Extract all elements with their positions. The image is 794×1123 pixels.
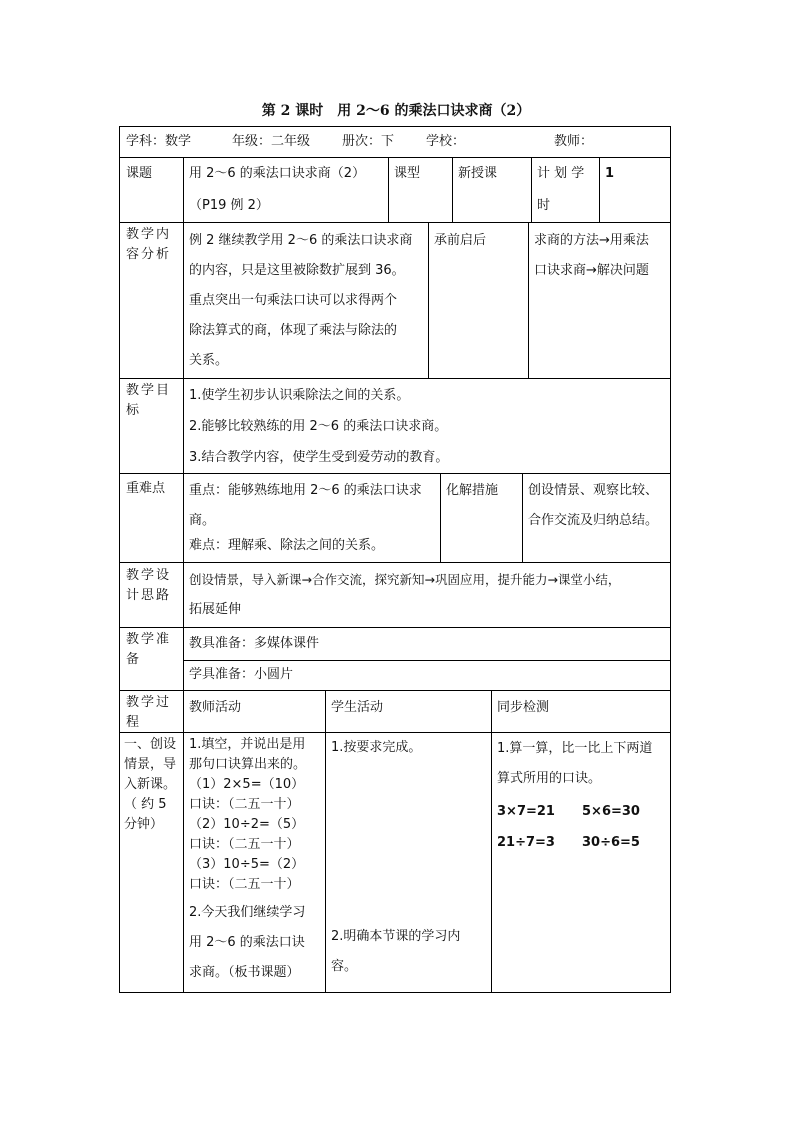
difficulty-line: 重点：能够熟练地用 2～6 的乘法口诀求 — [189, 483, 422, 498]
difficulty-label: 重难点 — [126, 481, 166, 496]
column-divider — [452, 157, 453, 222]
teacher-activity-line: （3）10÷5=（2） — [189, 857, 305, 872]
link-line: 口诀求商→解决问题 — [534, 263, 649, 278]
check-equation: 21÷7=3 — [497, 835, 555, 850]
teacher-activity-line: 口诀：（二五一十） — [189, 797, 300, 812]
prep-label-2: 备 — [126, 652, 142, 667]
teacher-activity-line: 求商。（板书课题） — [189, 965, 300, 980]
teacher-field: 教师： — [554, 134, 594, 149]
measure-line: 创设情景、观察比较、 — [528, 483, 659, 498]
page-title: 第 2 课时 用 2～6 的乘法口诀求商（2） — [261, 103, 531, 119]
difficulty-line: 商。 — [189, 513, 216, 528]
column-divider — [388, 157, 389, 222]
column-divider — [325, 690, 326, 992]
stage-label-line: （ 约 5 — [124, 797, 167, 812]
lesson-type-label: 课型 — [394, 166, 421, 181]
teacher-activity-line: 2.今天我们继续学习 — [189, 905, 306, 920]
goal-item: 3.结合教学内容，使学生受到爱劳动的教育。 — [189, 450, 449, 465]
volume-field: 册次：下 — [342, 134, 395, 149]
student-activity-line: 容。 — [331, 959, 358, 974]
planned-hours-label: 计 划 学 — [537, 166, 585, 181]
design-label-2: 计思路 — [126, 588, 172, 603]
topic-line-1: 用 2～6 的乘法口诀求商（2） — [189, 166, 366, 181]
stage-label-line: 入新课。 — [124, 777, 177, 792]
analysis-label-1: 教学内 — [126, 227, 172, 242]
analysis-line: 例 2 继续教学用 2～6 的乘法口诀求商 — [189, 233, 413, 248]
goals-label-2: 标 — [126, 403, 142, 418]
teacher-activity-line: （2）10÷2=（5） — [189, 817, 305, 832]
grade-field: 年级：二年级 — [232, 134, 311, 149]
goal-item: 1.使学生初步认识乘除法之间的关系。 — [189, 388, 410, 403]
check-equation: 30÷6=5 — [582, 835, 640, 850]
student-activity-1: 1.按要求完成。 — [331, 740, 422, 755]
analysis-line: 重点突出一句乘法口诀可以求得两个 — [189, 293, 398, 308]
row-divider — [120, 378, 670, 379]
column-divider — [522, 473, 523, 562]
check-equation: 3×7=21 — [497, 804, 555, 819]
goals-label-1: 教学目 — [126, 383, 172, 398]
design-line: 创设情景，导入新课→合作交流，探究新知→巩固应用，提升能力→课堂小结， — [189, 572, 621, 587]
column-header-check: 同步检测 — [497, 700, 550, 715]
column-header-student: 学生活动 — [331, 700, 384, 715]
row-divider — [120, 222, 670, 223]
column-divider — [599, 157, 600, 222]
lesson-plan-table — [119, 126, 671, 993]
design-line: 拓展延伸 — [189, 602, 242, 617]
measure-label: 化解措施 — [446, 483, 499, 498]
row-divider — [120, 732, 670, 733]
prep-label-1: 教学准 — [126, 632, 172, 647]
row-divider — [120, 562, 670, 563]
process-label-1: 教学过 — [126, 695, 172, 710]
row-divider — [120, 473, 670, 474]
process-label-2: 程 — [126, 715, 142, 730]
check-equation: 5×6=30 — [582, 804, 640, 819]
check-line: 1.算一算，比一比上下两道 — [497, 741, 653, 756]
analysis-line: 关系。 — [189, 353, 229, 368]
topic-line-2: （P19 例 2） — [189, 198, 269, 213]
planned-hours-label-2: 时 — [537, 198, 551, 213]
link-line: 求商的方法→用乘法 — [534, 233, 649, 248]
link-label: 承前启后 — [434, 233, 487, 248]
teacher-activity-line: 1.填空，并说出是用 — [189, 737, 306, 752]
lesson-type-value: 新授课 — [458, 166, 498, 181]
analysis-line: 除法算式的商，体现了乘法与除法的 — [189, 323, 398, 338]
teacher-activity-line: 口诀：（二五一十） — [189, 877, 300, 892]
stage-label-line: 分钟） — [124, 817, 164, 832]
row-divider — [120, 690, 670, 691]
column-divider — [528, 222, 529, 378]
teacher-activity-line: 那句口诀算出来的。 — [189, 757, 307, 772]
teacher-activity-line: 用 2～6 的乘法口诀 — [189, 935, 305, 950]
column-divider — [531, 157, 532, 222]
column-divider — [183, 157, 184, 992]
measure-line: 合作交流及归纳总结。 — [528, 513, 659, 528]
analysis-label-2: 容分析 — [126, 247, 172, 262]
column-header-teacher: 教师活动 — [189, 700, 242, 715]
teacher-activity-line: 口诀：（二五一十） — [189, 837, 300, 852]
stage-label-line: 情景，导 — [124, 757, 177, 772]
student-prep: 学具准备：小圆片 — [189, 667, 294, 682]
row-divider — [183, 660, 670, 661]
school-field: 学校： — [426, 134, 466, 149]
row-divider — [120, 157, 670, 158]
difficulty-line: 难点：理解乘、除法之间的关系。 — [189, 538, 385, 553]
analysis-line: 的内容，只是这里被除数扩展到 36。 — [189, 263, 405, 278]
column-divider — [440, 473, 441, 562]
design-label-1: 教学设 — [126, 568, 172, 583]
column-divider — [428, 222, 429, 378]
goal-item: 2.能够比较熟练的用 2～6 的乘法口诀求商。 — [189, 419, 448, 434]
topic-label: 课题 — [126, 166, 153, 181]
subject-field: 学科：数学 — [126, 134, 192, 149]
column-divider — [491, 690, 492, 992]
check-line: 算式所用的口诀。 — [497, 771, 602, 786]
student-activity-line: 2.明确本节课的学习内 — [331, 929, 461, 944]
teacher-activity-line: （1）2×5=（10） — [189, 777, 305, 792]
stage-label-line: 一、创设 — [124, 737, 177, 752]
teacher-prep: 教具准备：多媒体课件 — [189, 636, 320, 651]
planned-hours-value: 1 — [605, 166, 615, 181]
row-divider — [120, 627, 670, 628]
